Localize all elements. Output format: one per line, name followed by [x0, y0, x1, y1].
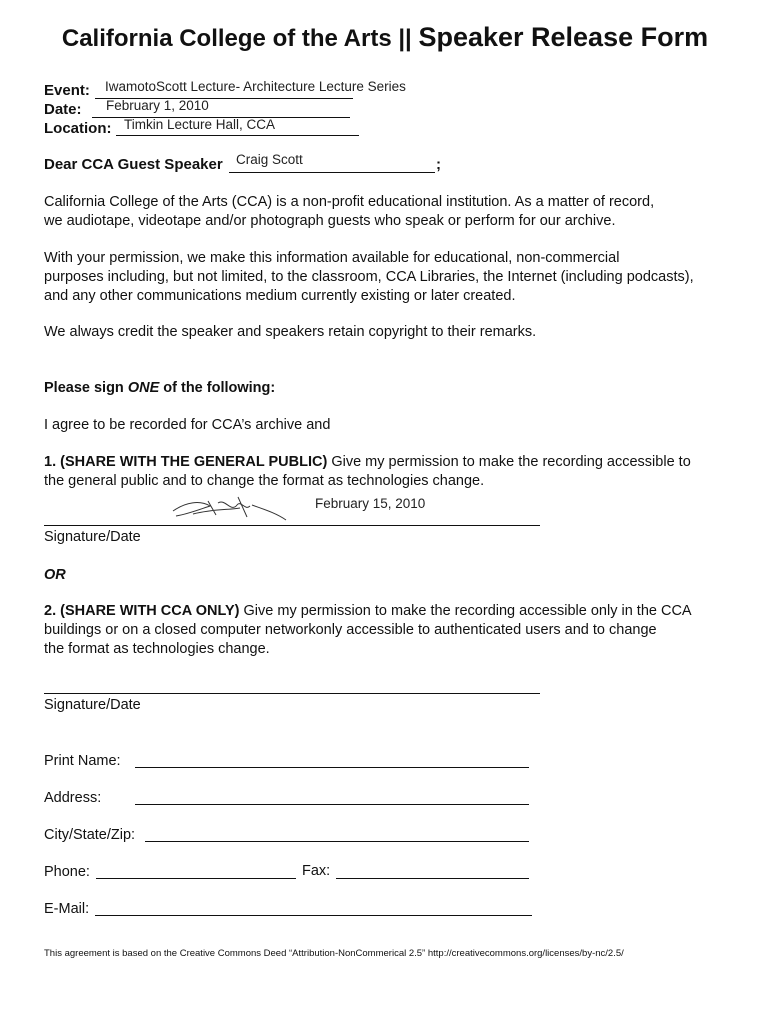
email-line[interactable] [95, 915, 532, 916]
option-2-line-1: 2. (SHARE WITH CCA ONLY) Give my permission to make the recording accessible only in the CCA [44, 603, 692, 619]
location-label: Location: [44, 120, 112, 137]
title-form: Speaker Release Form [418, 22, 709, 52]
option-1-line-2: the general public and to change the format as technologies change. [44, 473, 485, 489]
paragraph-3: We always credit the speaker and speakers retain copyright to their remarks. [44, 324, 537, 340]
paragraph-2-line-2: purposes including, but not limited, to the classroom, CCA Libraries, the Internet (including podcasts), [44, 269, 694, 285]
option-2-heading: 2. (SHARE WITH CCA ONLY) [44, 603, 240, 619]
paragraph-2-line-3: and any other communications medium currently existing or later created. [44, 288, 516, 304]
date-label: Date: [44, 101, 82, 118]
agree-text: I agree to be recorded for CCA’s archive and [44, 417, 331, 433]
date-value[interactable]: February 1, 2010 [106, 98, 209, 113]
phone-line[interactable] [96, 878, 296, 879]
email-label: E-Mail: [44, 901, 90, 917]
location-line [116, 135, 359, 136]
fax-line[interactable] [336, 878, 529, 879]
option-1-signature-line[interactable] [44, 525, 540, 526]
greeting-end: ; [436, 156, 441, 173]
option-1-signature-label: Signature/Date [44, 529, 141, 545]
event-label: Event: [44, 82, 90, 99]
option-2-signature-label: Signature/Date [44, 697, 141, 713]
option-1-date[interactable]: February 15, 2010 [315, 496, 426, 511]
title-college: California College of the Arts || [61, 25, 412, 52]
address-line[interactable] [135, 804, 529, 805]
or-separator: OR [44, 567, 66, 583]
print-name-line[interactable] [135, 767, 529, 768]
footer-license: This agreement is based on the Creative Commons Deed “Attribution-NonCommerical 2.5” http://creativecommons.org/licenses/by-nc/2.5/ [44, 948, 624, 959]
option-1-line-1: 1. (SHARE WITH THE GENERAL PUBLIC) Give my permission to make the recording accessible to [44, 454, 691, 470]
speaker-name[interactable]: Craig Scott [236, 152, 303, 167]
address-label: Address: [44, 790, 102, 806]
location-value[interactable]: Timkin Lecture Hall, CCA [124, 117, 276, 132]
paragraph-1-line-2: we audiotape, videotape and/or photograph guests who speak or perform for our archive. [44, 213, 616, 229]
city-state-zip-label: City/State/Zip: [44, 827, 136, 843]
paragraph-1-line-1: California College of the Arts (CCA) is a non-profit educational institution. As a matter of record, [44, 194, 655, 210]
print-name-label: Print Name: [44, 753, 121, 769]
option-1-heading: 1. (SHARE WITH THE GENERAL PUBLIC) [44, 454, 328, 470]
sign-instruction: Please sign ONE of the following: [44, 380, 276, 396]
signature-image [168, 494, 293, 522]
fax-label: Fax: [302, 863, 331, 879]
greeting-line [229, 172, 435, 173]
paragraph-2-line-1: With your permission, we make this information available for educational, non-commercial [44, 250, 620, 266]
city-state-zip-line[interactable] [145, 841, 529, 842]
sign-one: ONE [127, 380, 160, 396]
option-2-line-2: buildings or on a closed computer networkonly accessible to authenticated users and to change [44, 622, 657, 638]
option-2-line-3: the format as technologies change. [44, 641, 270, 657]
event-value[interactable]: IwamotoScott Lecture- Architecture Lecture Series [105, 79, 406, 94]
option-2-signature-line[interactable] [44, 693, 540, 694]
form-title [0, 22, 770, 53]
phone-label: Phone: [44, 864, 90, 880]
greeting-label: Dear CCA Guest Speaker [44, 156, 223, 173]
